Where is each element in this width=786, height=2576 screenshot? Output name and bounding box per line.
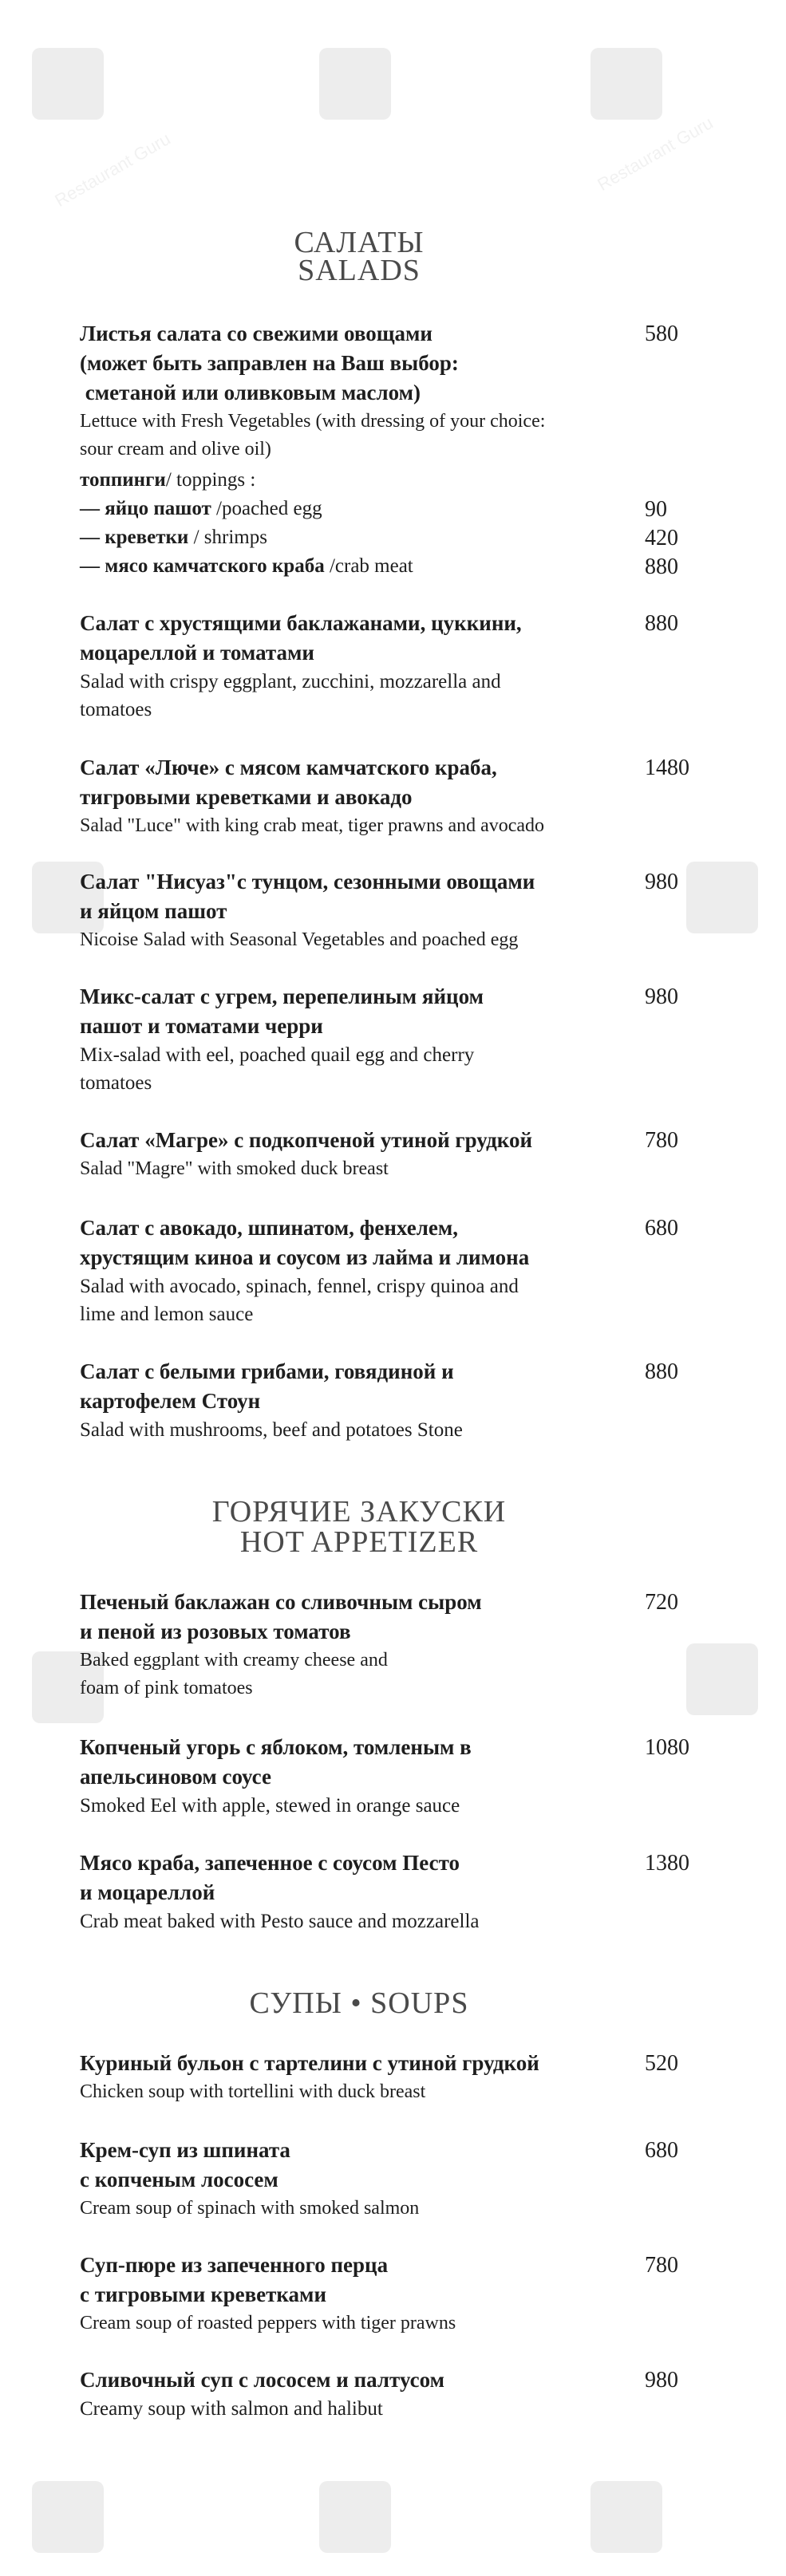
hot-title-en: HOT APPETIZER xyxy=(239,1525,479,1559)
item-name-ru: пашот и томатами черри xyxy=(80,1014,323,1038)
item-name-en: tomatoes xyxy=(80,1072,152,1094)
menu-item xyxy=(80,1848,654,1935)
item-name-ru: Печеный баклажан со сливочным сыром xyxy=(80,1590,482,1614)
item-name-ru: Листья салата со свежими овощами xyxy=(80,322,432,345)
menu-item xyxy=(80,1213,654,1328)
item-name-en: Smoked Eel with apple, stewed in orange sauce xyxy=(80,1795,460,1817)
menu-item xyxy=(80,867,654,954)
item-name-en: Salad "Luce" with king crab meat, tiger prawns and avocado xyxy=(80,815,545,836)
item-name-ru: хрустящим киноа и соусом из лайма и лимона xyxy=(80,1245,530,1269)
item-name-en: Salad "Magre" with smoked duck breast xyxy=(80,1158,389,1179)
item-name-ru: тигровыми креветками и авокадо xyxy=(80,785,413,809)
item-name-en: foam of pink tomatoes xyxy=(80,1678,253,1698)
watermark-logo-icon xyxy=(686,1643,758,1715)
item-price: 520 xyxy=(645,2051,678,2076)
salads-title-en: SALADS xyxy=(298,254,421,287)
item-name-en: Chicken soup with tortellini with duck breast xyxy=(80,2081,426,2102)
item-price: 980 xyxy=(645,2368,678,2393)
topping-ru: — мясо камчатского краба xyxy=(80,555,325,577)
menu-item xyxy=(80,2251,654,2337)
item-name-ru: картофелем Стоун xyxy=(80,1389,261,1413)
item-name-ru: Микс-салат с угрем, перепелиным яйцом xyxy=(80,984,484,1008)
topping-en: /crab meat xyxy=(324,555,413,577)
item-price: 1480 xyxy=(645,755,689,780)
watermark-text: Restaurant Guru xyxy=(594,112,717,195)
menu-item xyxy=(80,982,654,1097)
item-name-en: Salad with crispy eggplant, zucchini, mozzarella and xyxy=(80,671,501,692)
item-name-ru: и яйцом пашот xyxy=(80,899,227,923)
item-name-en: sour cream and olive oil) xyxy=(80,439,271,460)
topping-row xyxy=(80,552,654,581)
item-name-en: Cream soup of spinach with smoked salmon xyxy=(80,2198,420,2219)
hot-title-ru: ГОРЯЧИЕ ЗАКУСКИ xyxy=(211,1495,507,1529)
salads-title-ru: САЛАТЫ xyxy=(294,226,425,259)
item-name-en: Creamy soup with salmon and halibut xyxy=(80,2398,383,2420)
item-name-ru: Крем-суп из шпината xyxy=(80,2138,290,2162)
topping-row xyxy=(80,495,654,523)
menu-item xyxy=(80,1733,654,1820)
item-name-ru: Салат с хрустящими баклажанами, цуккини, xyxy=(80,611,522,635)
item-name-en: Lettuce with Fresh Vegetables (with dressing of your choice: xyxy=(80,411,546,432)
item-name-ru: Копченый угорь с яблоком, томленым в xyxy=(80,1735,472,1759)
menu-item xyxy=(80,753,654,840)
topping-row xyxy=(80,523,654,552)
item-name-en: Salad with avocado, spinach, fennel, crispy quinoa and xyxy=(80,1276,519,1297)
item-name-ru: с копченым лососем xyxy=(80,2168,278,2191)
menu-item xyxy=(80,2136,654,2223)
toppings-label-ru: топпинги xyxy=(80,469,166,491)
item-name-en: Mix-salad with eel, poached quail egg and cherry xyxy=(80,1044,475,1066)
item-price: 980 xyxy=(645,870,678,894)
item-name-en: Nicoise Salad with Seasonal Vegetables and poached egg xyxy=(80,929,519,950)
item-price: 680 xyxy=(645,2138,678,2163)
watermark-logo-icon xyxy=(590,48,662,120)
menu-item xyxy=(80,1588,654,1702)
item-name-ru: (может быть заправлен на Ваш выбор: xyxy=(80,351,459,375)
item-price: 720 xyxy=(645,1590,678,1615)
item-name-ru: сметаной или оливковым маслом) xyxy=(80,381,421,404)
item-price: 580 xyxy=(645,322,678,346)
item-name-ru: Сливочный суп с лососем и палтусом xyxy=(80,2368,444,2392)
topping-price: 90 xyxy=(645,497,667,522)
item-name-ru: моцареллой и томатами xyxy=(80,641,314,665)
menu-item xyxy=(80,2365,654,2423)
topping-ru: — креветки xyxy=(80,527,189,548)
toppings-label xyxy=(80,466,654,495)
item-name-ru: Суп-пюре из запеченного перца xyxy=(80,2253,389,2277)
menu-item xyxy=(80,609,654,724)
watermark-logo-icon xyxy=(319,48,391,120)
item-price: 880 xyxy=(645,611,678,636)
topping-price: 420 xyxy=(645,526,678,550)
item-name-en: Crab meat baked with Pesto sauce and mozzarella xyxy=(80,1911,480,1932)
watermark-logo-icon xyxy=(319,2481,391,2553)
item-name-en: tomatoes xyxy=(80,699,152,720)
item-name-ru: и моцареллой xyxy=(80,1880,215,1904)
topping-en: /poached egg xyxy=(211,498,322,519)
item-price: 880 xyxy=(645,1359,678,1384)
menu-item xyxy=(80,2049,654,2106)
menu-item xyxy=(80,1357,654,1444)
topping-price: 880 xyxy=(645,554,678,579)
watermark-logo-icon xyxy=(590,2481,662,2553)
item-name-ru: с тигровыми креветками xyxy=(80,2282,326,2306)
item-name-en: Cream soup of roasted peppers with tiger prawns xyxy=(80,2313,456,2333)
watermark-logo-icon xyxy=(32,2481,104,2553)
item-name-ru: Салат с авокадо, шпинатом, фенхелем, xyxy=(80,1216,458,1240)
item-price: 1080 xyxy=(645,1735,689,1760)
item-price: 1380 xyxy=(645,1851,689,1876)
watermark-text: Restaurant Guru xyxy=(51,128,174,211)
item-name-en: Salad with mushrooms, beef and potatoes Stone xyxy=(80,1419,463,1441)
item-name-en: Baked eggplant with creamy cheese and xyxy=(80,1650,388,1671)
item-name-ru: Салат с белыми грибами, говядиной и xyxy=(80,1359,454,1383)
item-price: 780 xyxy=(645,2253,678,2278)
item-name-ru: Салат «Магре» с подкопченой утиной грудкой xyxy=(80,1128,533,1152)
watermark-logo-icon xyxy=(32,48,104,120)
item-price: 680 xyxy=(645,1216,678,1241)
item-price: 780 xyxy=(645,1128,678,1153)
item-price: 980 xyxy=(645,984,678,1009)
item-name-ru: Мясо краба, запеченное с соусом Песто xyxy=(80,1851,460,1875)
menu-item xyxy=(80,1126,654,1183)
topping-ru: — яйцо пашот xyxy=(80,498,211,519)
menu-item xyxy=(80,319,654,464)
item-name-ru: Куриный бульон с тартелини с утиной грудкой xyxy=(80,2051,539,2075)
item-name-ru: Салат «Люче» с мясом камчатского краба, xyxy=(80,755,497,779)
item-name-ru: и пеной из розовых томатов xyxy=(80,1619,351,1643)
item-name-ru: апельсиновом соусе xyxy=(80,1765,271,1789)
topping-en: / shrimps xyxy=(188,527,267,548)
item-name-en: lime and lemon sauce xyxy=(80,1304,254,1325)
watermark-logo-icon xyxy=(686,862,758,933)
soups-title: СУПЫ • SOUPS xyxy=(249,1986,469,2020)
toppings-label-en: / toppings : xyxy=(165,469,256,491)
item-name-ru: Салат "Нисуаз"с тунцом, сезонными овощами xyxy=(80,870,535,894)
